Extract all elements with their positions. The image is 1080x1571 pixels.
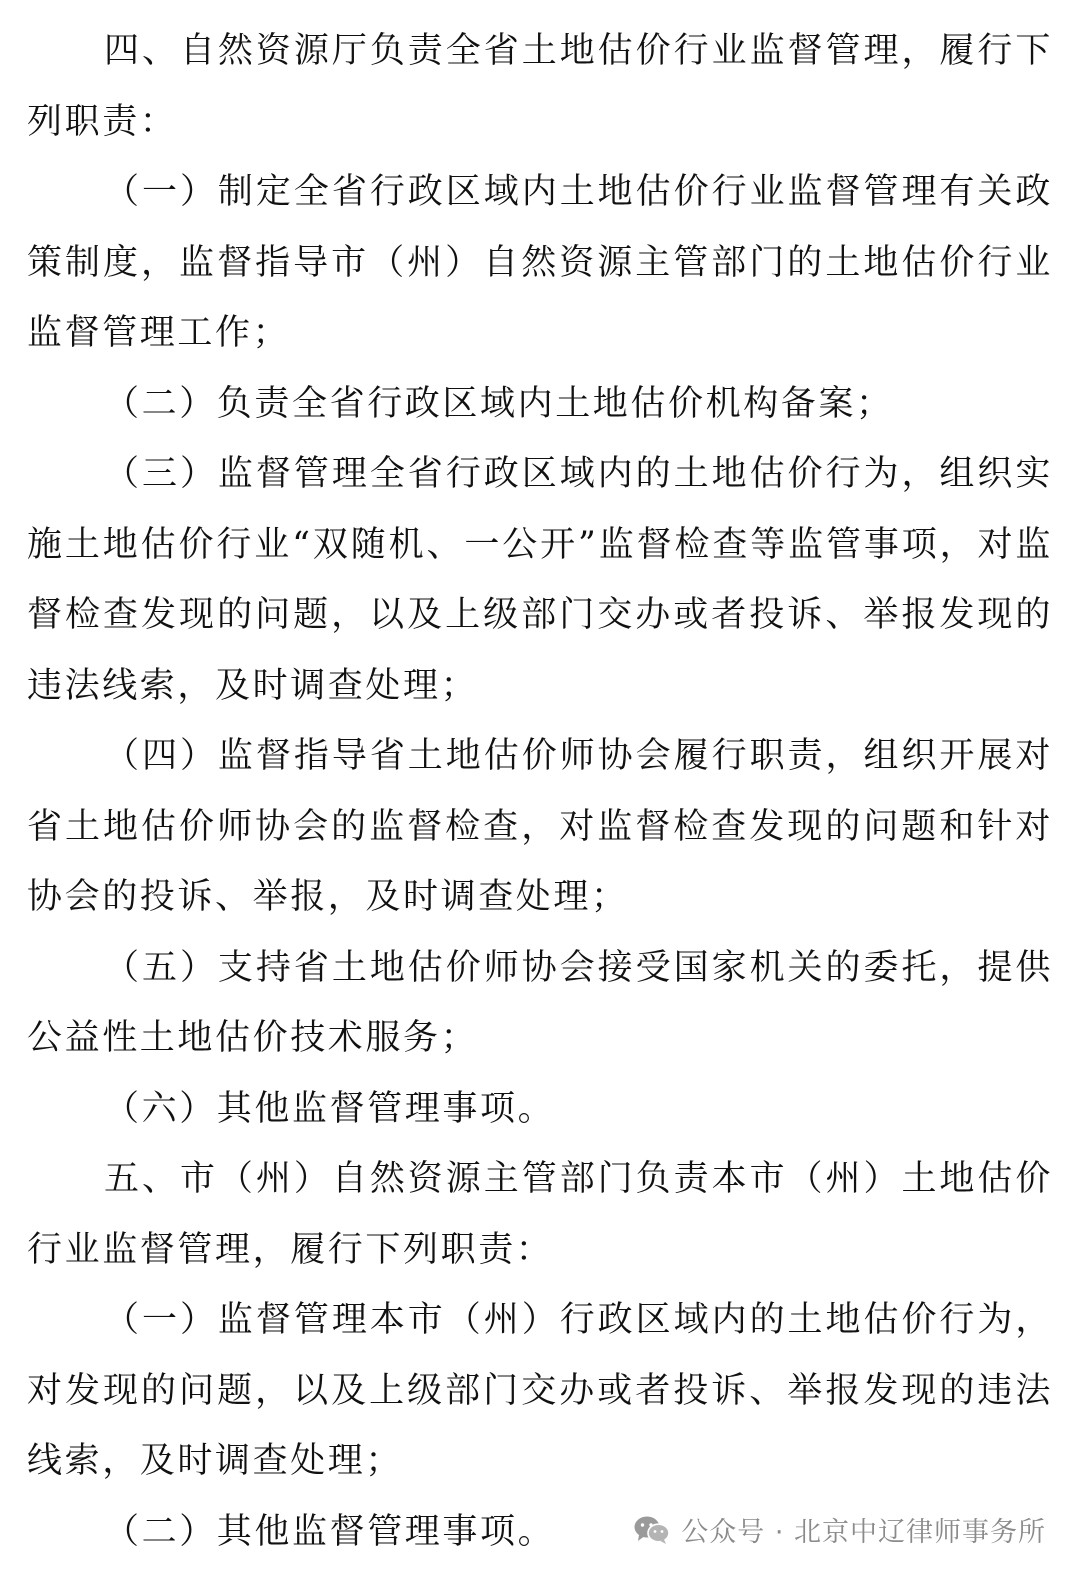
paragraph-item-4-5: （五）支持省土地估价师协会接受国家机关的委托，提供公益性土地估价技术服务； — [27, 947, 1053, 1058]
paragraph-item-4-3: （三）监督管理全省行政区域内的土地估价行为，组织实施土地估价行业“双随机、一公开”监督检查等监管事项，对监督检查发现的问题，以及上级部门交办或者投诉、举报发现的违法线索，及时调查处理； — [27, 454, 1053, 706]
watermark — [633, 1510, 1046, 1549]
paragraph-item-4-6: （六）其他监督管理事项。 — [104, 1088, 556, 1129]
paragraph-item-5-1: （一）监督管理本市（州）行政区域内的土地估价行为，对发现的问题，以及上级部门交办或者投诉、举报发现的违法线索，及时调查处理； — [27, 1300, 1053, 1481]
document-body — [27, 16, 1053, 1567]
wechat-icon — [633, 1514, 671, 1546]
watermark-text: 公众号 · 北京中辽律师事务所 — [681, 1517, 1046, 1548]
paragraph-item-4-4: （四）监督指导省土地估价师协会履行职责，组织开展对省土地估价师协会的监督检查，对监督检查发现的问题和针对协会的投诉、举报，及时调查处理； — [27, 736, 1053, 917]
paragraph-section-5: 五、市（州）自然资源主管部门负责本市（州）土地估价行业监督管理，履行下列职责： — [27, 1159, 1053, 1270]
paragraph-item-5-2: （二）其他监督管理事项。 — [104, 1511, 556, 1552]
paragraph-item-4-1: （一）制定全省行政区域内土地估价行业监督管理有关政策制度，监督指导市（州）自然资源主管部门的土地估价行业监督管理工作； — [27, 172, 1053, 353]
paragraph-section-4: 四、自然资源厅负责全省土地估价行业监督管理，履行下列职责： — [27, 31, 1053, 142]
paragraph-item-4-2: （二）负责全省行政区域内土地估价机构备案； — [104, 383, 894, 424]
